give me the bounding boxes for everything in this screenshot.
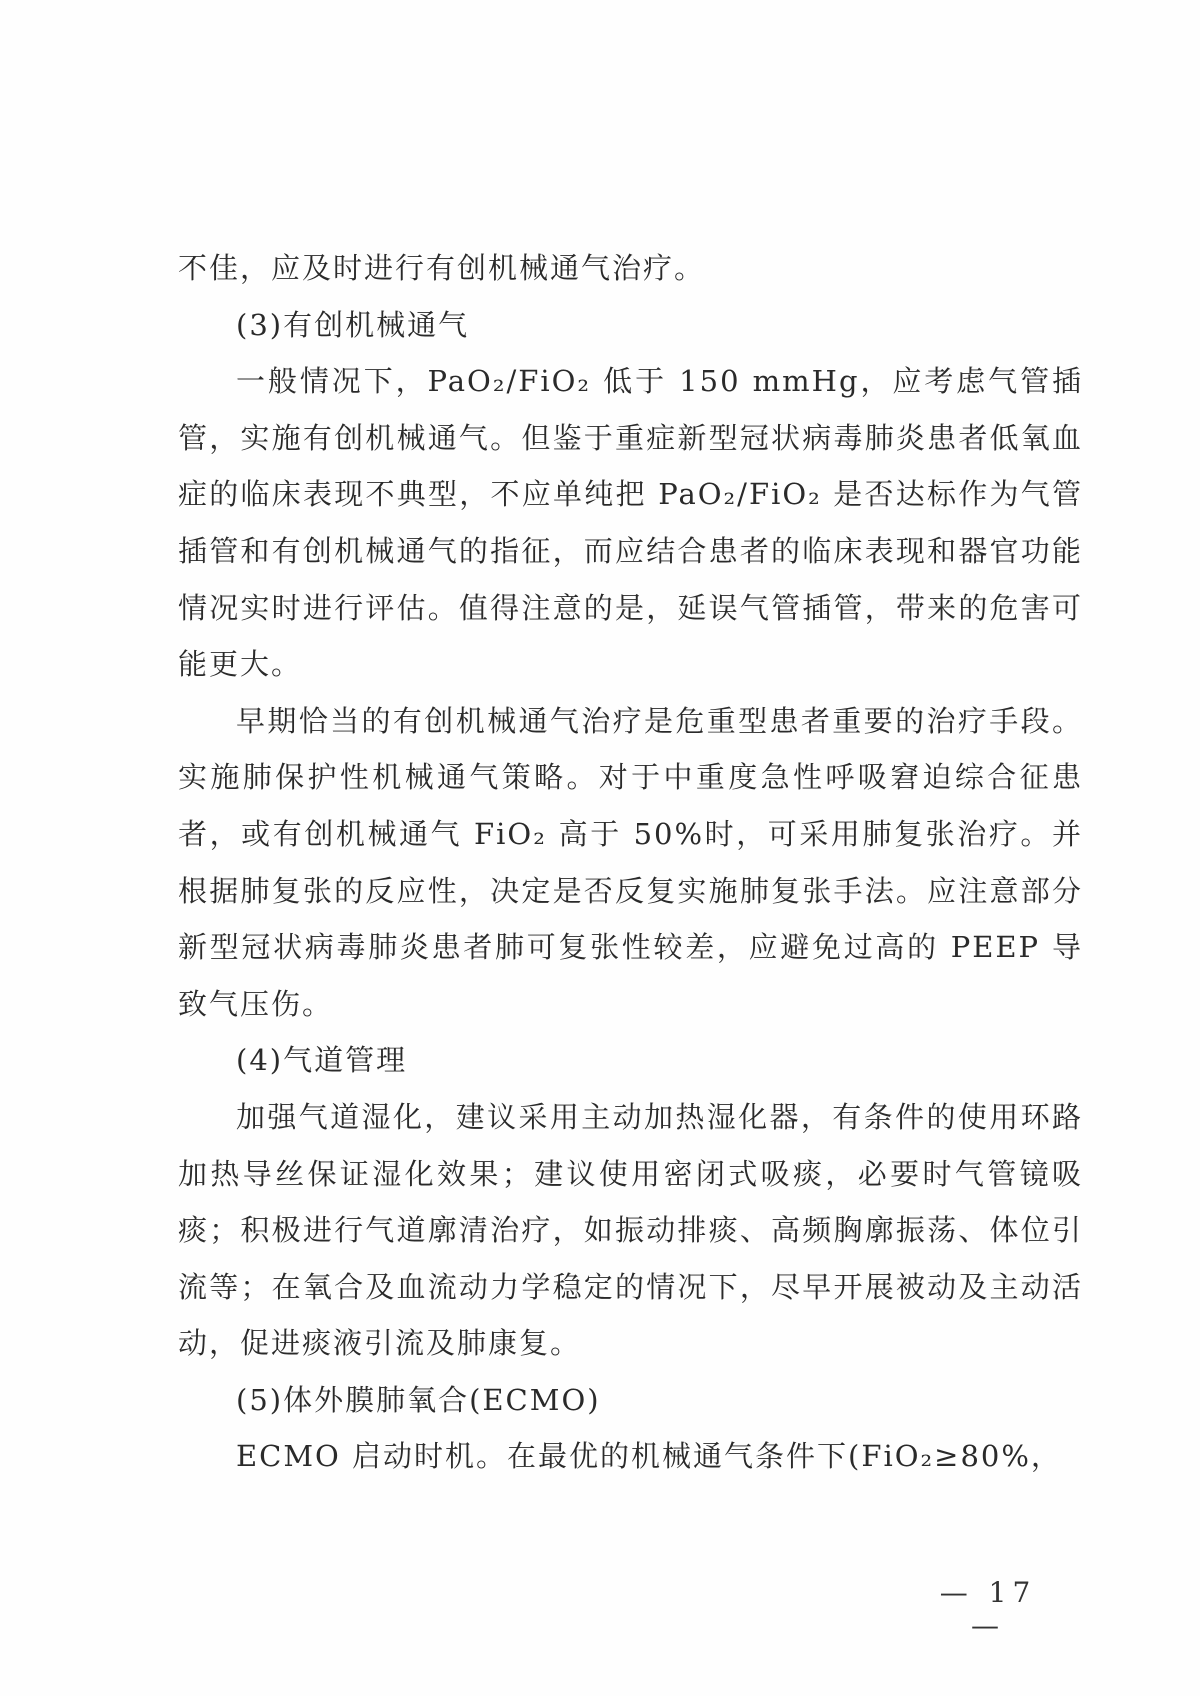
page-number: — 17 —	[939, 1576, 1037, 1642]
section-heading-ecmo: (5)体外膜肺氧合(ECMO)	[236, 1382, 601, 1417]
section-heading-airway-management: (4)气道管理	[236, 1043, 408, 1078]
paragraph-lung-protective-ventilation: 早期恰当的有创机械通气治疗是危重型患者重要的治疗手段。实施肺保护性机械通气策略。对于中重度急性呼吸窘迫综合征患者，或有创机械通气 FiO₂ 高于 50%时，可采用肺复张治疗。并根据肺复张的反应性，决定是否反复实施肺复张手法。应注意部分新型冠状病毒肺炎患者肺可复张性较差，应避免过高的 PEEP 导致气压伤。	[178, 703, 1083, 1021]
paragraph-continuation: 不佳，应及时进行有创机械通气治疗。	[178, 251, 706, 285]
paragraph-airway-humidification: 加强气道湿化，建议采用主动加热湿化器，有条件的使用环路加热导丝保证湿化效果；建议使用密闭式吸痰，必要时气管镜吸痰；积极进行气道廓清治疗，如振动排痰、高频胸廓振荡、体位引流等；在氧合及血流动力学稳定的情况下，尽早开展被动及主动活动，促进痰液引流及肺康复。	[178, 1099, 1083, 1361]
section-heading-invasive-ventilation: (3)有创机械通气	[236, 307, 470, 342]
paragraph-ecmo-timing: ECMO 启动时机。在最优的机械通气条件下(FiO₂≥80%，	[236, 1439, 1062, 1474]
paragraph-intubation-criteria: 一般情况下，PaO₂/FiO₂ 低于 150 mmHg，应考虑气管插管，实施有创机械通气。但鉴于重症新型冠状病毒肺炎患者低氧血症的临床表现不典型，不应单纯把 PaO₂/FiO₂ 是否达标作为气管插管和有创机械通气的指征，而应结合患者的临床表现和器官功能情况实时进行评估。值得注意的是，延误气管插管，带来的危害可能更大。	[178, 364, 1083, 682]
document-body	[178, 240, 1083, 1485]
